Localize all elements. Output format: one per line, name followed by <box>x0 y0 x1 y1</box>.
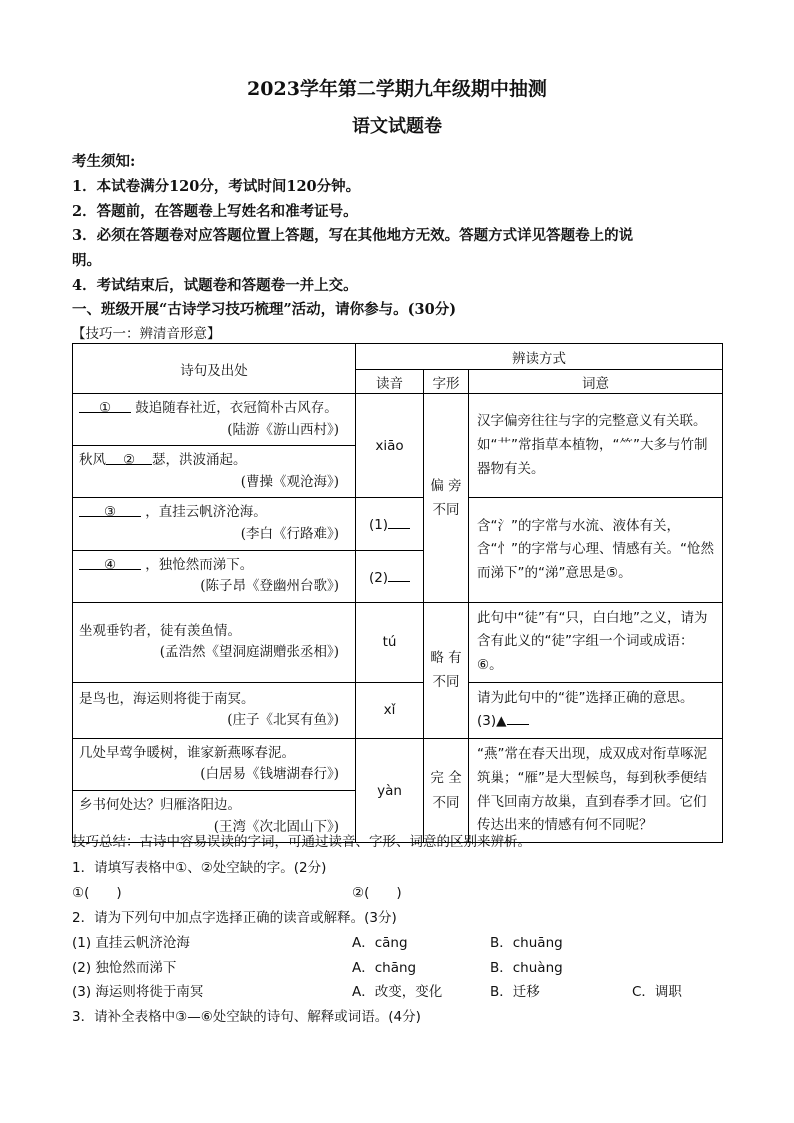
sound-cell: tú <box>356 602 424 682</box>
poem-source: (王湾《次北固山下》) <box>213 818 339 835</box>
sound-cell: xiāo <box>356 394 424 498</box>
notice-item: 3．必须在答题卷对应答题位置上答题，写在其他地方无效。答题方式详见答题卷上的说 <box>72 227 634 244</box>
poem-source: (李白《行路难》) <box>240 525 339 542</box>
poem-source: (陈子昂《登幽州台歌》) <box>200 578 339 595</box>
header-group: 辨读方式 <box>356 344 723 370</box>
form-text: 完 全 <box>430 770 462 787</box>
exam-title: 2023学年第二学期九年级期中抽测 <box>247 78 547 100</box>
question-2: 2．请为下列句中加点字选择正确的读音或解释。(3分) <box>72 910 397 926</box>
poem-source: (曹操《观沧海》) <box>240 473 339 490</box>
sound-blank-2 <box>356 550 424 602</box>
meaning-cell: “燕”常在春天出现，成双成对衔草啄泥筑巢；“雁”是大型候鸟，每到秋季便结伴飞回南方故巢，直到春季才回。它们传达出来的情感有何不同呢？ <box>469 738 723 842</box>
header-poem: 诗句及出处 <box>73 344 356 394</box>
poem-source: (庄子《北冥有鱼》) <box>227 712 339 729</box>
poem-line: 是鸟也，海运则将徙于南冥。 <box>79 690 255 707</box>
option-b: B．chuàng <box>490 960 563 976</box>
meaning-cell: 此句中“徒”有“只，白白地”之义，请为含有此义的“徒”字组一个词或成语：⑥。 <box>469 602 723 682</box>
section-title: 一、班级开展“古诗学习技巧梳理”活动，请你参与。(30分) <box>72 301 457 318</box>
option-b: B．chuāng <box>490 935 563 951</box>
notice-item: 4．考试结束后，试题卷和答题卷一并上交。 <box>72 277 358 294</box>
header-form: 字形 <box>424 370 469 394</box>
sound-label: (1) <box>368 517 389 534</box>
meaning-text: 请为此句中的“徙”选择正确的意思。 <box>477 689 694 706</box>
poem-line: 鼓追随春社近，衣冠简朴古风存。 <box>135 400 338 416</box>
sound-cell: xǐ <box>356 682 424 738</box>
meaning-cell <box>469 682 723 738</box>
poem-source: (白居易《钱塘湖春行》) <box>200 766 339 783</box>
poem-line: 瑟，洪波涌起。 <box>152 452 247 469</box>
sound-cell: yàn <box>356 738 424 842</box>
poem-cell <box>73 498 356 550</box>
option-a: A．改变，变化 <box>352 984 443 1000</box>
blank-mark: ① <box>98 400 112 416</box>
poem-line: 乡书何处达？归雁洛阳边。 <box>79 797 241 814</box>
option-question: (2) 独怆然而涕下 <box>72 960 177 976</box>
form-cell <box>424 602 469 738</box>
notice-item: 1．本试卷满分120分，考试时间120分钟。 <box>72 178 361 195</box>
question-3: 3．请补全表格中③—⑥处空缺的诗句、解释或词语。(4分) <box>72 1009 421 1025</box>
option-question: (3) 海运则将徙于南冥 <box>72 984 204 1000</box>
form-text: 不同 <box>432 794 460 811</box>
blank-mark: ② <box>122 452 136 469</box>
question-1: 1．请填写表格中①、②处空缺的字。(2分) <box>72 860 327 876</box>
poem-source: (陆游《游山西村》) <box>227 421 339 438</box>
poem-pre: 秋风 <box>79 452 106 469</box>
poem-source: (孟浩然《望洞庭湖赠张丞相》) <box>159 644 339 661</box>
form-cell <box>424 738 469 842</box>
header-sound: 读音 <box>356 370 424 394</box>
poem-cell <box>73 446 356 498</box>
meaning-cell: 含“氵”的字常与水流、液体有关，含“忄”的字常与心理、情感有关。“怆然而涕下”的“涕”意思是⑤。 <box>469 498 723 602</box>
poem-line: ，直挂云帆济沧海。 <box>145 504 267 521</box>
header-meaning: 词意 <box>469 370 723 394</box>
answer-slot: ②( ) <box>352 885 402 901</box>
form-cell <box>424 394 469 603</box>
skill-label: 【技巧一：辨清音形意】 <box>72 326 221 342</box>
sound-blank-1 <box>356 498 424 550</box>
form-text: 偏 旁 <box>430 477 462 494</box>
skill-summary: 技巧总结：古诗中容易误读的字词，可通过读音、字形、词意的区别来辨析。 <box>72 834 531 850</box>
poem-line: ，独怆然而涕下。 <box>145 556 254 573</box>
meaning-cell: 汉字偏旁往往与字的完整意义有关联。如“艹”常指草本植物，“⺮”大多与竹制器物有关。 <box>469 394 723 498</box>
blank-mark: ③ <box>103 504 117 521</box>
blank-mark: ④ <box>103 556 117 573</box>
notice-heading: 考生须知: <box>72 153 136 170</box>
sound-label: (2) <box>368 569 389 586</box>
form-text: 不同 <box>432 674 460 691</box>
poem-cell <box>73 602 356 682</box>
poem-cell <box>73 550 356 602</box>
analysis-table <box>72 343 723 843</box>
form-text: 不同 <box>432 501 460 518</box>
notice-item: 2．答题前，在答题卷上写姓名和准考证号。 <box>72 203 358 220</box>
poem-line: 坐观垂钓者，徒有羡鱼情。 <box>79 622 241 639</box>
meaning-text: (3)▲ <box>477 713 507 730</box>
option-b: B．迁移 <box>490 984 540 1000</box>
poem-cell <box>73 394 356 446</box>
poem-cell <box>73 682 356 738</box>
option-c: C．调职 <box>632 984 682 1000</box>
option-a: A．cāng <box>352 935 408 951</box>
poem-line: 几处早莺争暖树，谁家新燕啄春泥。 <box>79 744 295 761</box>
exam-subtitle: 语文试题卷 <box>352 116 442 137</box>
answer-slot: ①( ) <box>72 885 122 901</box>
poem-cell <box>73 738 356 790</box>
option-a: A．chāng <box>352 960 417 976</box>
notice-item: 明。 <box>72 252 101 269</box>
form-text: 略 有 <box>430 650 462 667</box>
option-question: (1) 直挂云帆济沧海 <box>72 935 190 951</box>
